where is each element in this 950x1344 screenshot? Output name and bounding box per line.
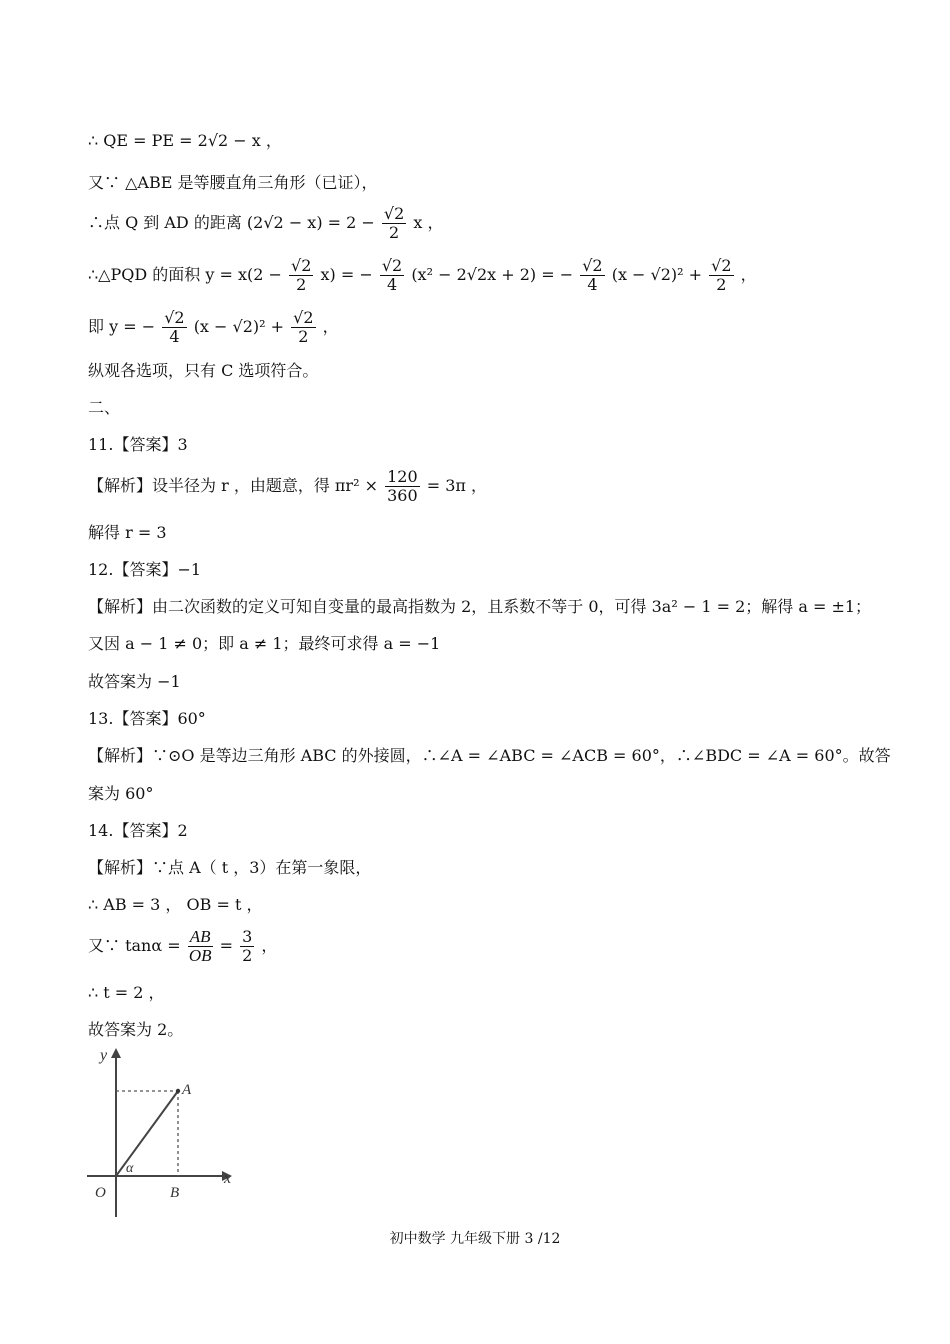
- denominator: 2: [716, 275, 727, 294]
- ab-ob-values: ∴ AB = 3 ， OB = t ，: [88, 895, 263, 914]
- text: 即 y = −: [88, 317, 156, 336]
- label-x: x: [224, 1170, 232, 1187]
- analysis-12-cont: 又因 a − 1 ≠ 0；即 a ≠ 1；最终可求得 a = −1: [88, 634, 441, 653]
- text: x) = −: [320, 265, 373, 284]
- text: x ，: [413, 213, 444, 232]
- answer-14: 14.【答案】2: [88, 821, 188, 840]
- point-a: [176, 1089, 180, 1093]
- line-area-pqd: [88, 255, 757, 295]
- text: ∴△PQD 的面积 y = x(2 −: [88, 265, 282, 284]
- fraction: [380, 257, 404, 294]
- text: ，: [261, 936, 278, 955]
- denominator: OB: [188, 946, 212, 965]
- label-o: O: [95, 1185, 106, 1201]
- analysis-12: 【解析】由二次函数的定义可知自变量的最高指数为 2，且系数不等于 0，可得 3a² − 1 = 2；解得 a = ±1；: [88, 597, 872, 616]
- numerator: √2: [293, 308, 314, 327]
- denominator: 2: [296, 275, 307, 294]
- fraction: [382, 205, 406, 242]
- numerator: √2: [711, 256, 732, 275]
- numerator: √2: [381, 256, 403, 275]
- label-y: y: [100, 1047, 108, 1064]
- coordinate-figure: [82, 1042, 252, 1222]
- numerator: 120: [387, 467, 418, 486]
- fraction: [709, 257, 733, 294]
- t-value: ∴ t = 2 ，: [88, 983, 165, 1002]
- line-qe-pe: ∴ QE = PE = 2√2 − x ，: [88, 131, 282, 150]
- text: ，: [322, 317, 339, 336]
- text: (x − √2)² +: [611, 265, 703, 284]
- analysis-13: 【解析】∵⊙O 是等边三角形 ABC 的外接圆，∴∠A = ∠ABC = ∠ACB = 60°，∴∠BDC = ∠A = 60°。故答: [88, 746, 891, 765]
- label-a: A: [182, 1082, 192, 1098]
- fraction: [188, 928, 213, 965]
- numerator: √2: [582, 256, 603, 275]
- numerator: √2: [383, 204, 405, 223]
- denominator: 2: [242, 946, 253, 965]
- text: (x² − 2√2x + 2) = −: [411, 265, 574, 284]
- tan-alpha: [88, 926, 277, 966]
- line-distance-q-ad: [88, 203, 444, 243]
- numerator: 3: [242, 927, 253, 946]
- denominator: 360: [387, 486, 418, 505]
- denominator: 2: [389, 223, 400, 242]
- answer-12: 12.【答案】−1: [88, 560, 202, 579]
- label-b: B: [170, 1185, 180, 1201]
- denominator: 4: [386, 275, 398, 294]
- fraction: [291, 309, 315, 346]
- denominator: 4: [587, 275, 598, 294]
- text: = 3π ，: [426, 476, 487, 495]
- answer-14-final: 故答案为 2。: [88, 1020, 184, 1039]
- analysis-14: 【解析】∵点 A（ t ，3）在第一象限，: [88, 858, 372, 877]
- line-conclusion-c: 纵观各选项，只有 C 选项符合。: [88, 361, 319, 380]
- numerator: AB: [189, 927, 211, 946]
- page-footer: 初中数学 九年级下册 3 /12: [389, 1231, 561, 1247]
- text: 又∵ tanα =: [88, 936, 181, 955]
- text: ，: [740, 265, 757, 284]
- text: ∴点 Q 到 AD 的距离 (2√2 − x) = 2 −: [88, 213, 375, 232]
- answer-13: 13.【答案】60°: [88, 709, 206, 728]
- label-alpha: α: [126, 1161, 134, 1176]
- numerator: √2: [164, 308, 185, 327]
- numerator: √2: [291, 256, 312, 275]
- text: =: [219, 936, 234, 955]
- analysis-13-cont: 案为 60°: [88, 784, 154, 803]
- fraction: [240, 928, 254, 965]
- fraction: [580, 257, 604, 294]
- denominator: 4: [169, 327, 180, 346]
- answer-11: 11.【答案】3: [88, 435, 188, 454]
- fraction: [289, 257, 313, 294]
- solve-r: 解得 r = 3: [88, 523, 167, 542]
- answer-12-final: 故答案为 −1: [88, 672, 181, 691]
- text: 【解析】设半径为 r ，由题意，得 πr² ×: [88, 476, 378, 495]
- fraction: [385, 468, 420, 505]
- analysis-11: [88, 466, 487, 506]
- text: (x − √2)² +: [193, 317, 285, 336]
- line-abe-isosceles: 又∵ △ABE 是等腰直角三角形（已证），: [88, 173, 378, 192]
- y-axis-arrow: [111, 1048, 121, 1058]
- line-y-equation: [88, 307, 339, 347]
- section-heading-two: 二、: [88, 398, 121, 417]
- denominator: 2: [298, 327, 309, 346]
- fraction: [162, 309, 186, 346]
